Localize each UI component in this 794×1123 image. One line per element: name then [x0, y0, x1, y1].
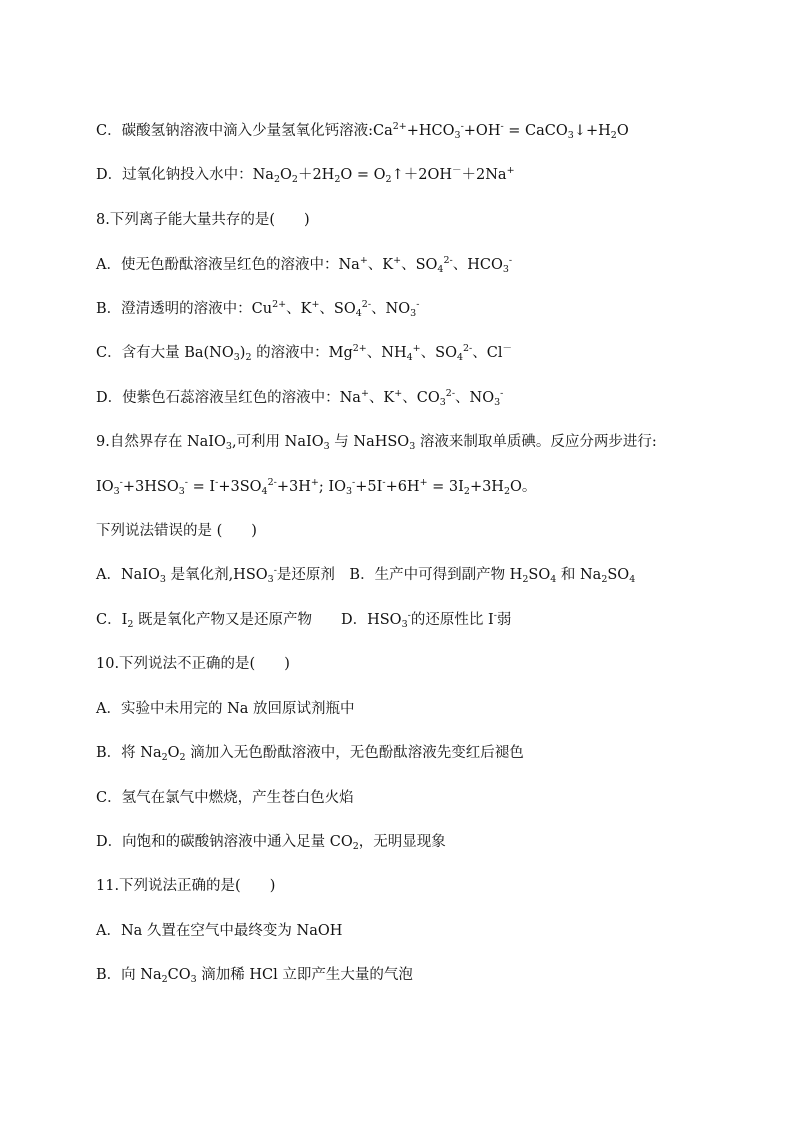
q8-option-a: A．使无色酚酞溶液呈红色的溶液中：Na+、K+、$SO_4^{2-}$、$HCO_3^-$ [96, 255, 513, 275]
q7-option-d: D．过氧化钠投入水中：$Na_2O_2+2H_2O$ = $O_2↑+2OH^-+2Na^+$ [96, 165, 515, 185]
q11-option-b: B．向 $Na_2CO_3$ 滴加稀 HCl 立即产生大量的气泡 [96, 967, 413, 985]
q7-option-c: C．碳酸氢钠溶液中滴入少量氢氧化钙溶液$:Ca^{2+}+HCO_3^-+OH^-$ = $CaCO_3↓+H_2O$ [96, 121, 629, 141]
q10-option-b: B．将 $Na_2O_2$ 滴加入无色酚酞溶液中，无色酚酞溶液先变红后褪色 [96, 745, 524, 763]
q9-equation: $IO_3^-+3HSO_3^- = I^-+3SO_4^{2-}+3H^+$; $IO_3^-+5I^-+6H^+ = 3I_2+3H_2O$。 [96, 477, 537, 497]
q10-option-c: C．氢气在氯气中燃烧，产生苍白色火焰 [96, 790, 354, 806]
q9-stem: 9.自然界存在 NaIO$_3$,可利用 NaIO$_3$ 与 NaHSO$_3$ 溶液来制取单质碘。反应分两步进行: [96, 434, 657, 452]
q11-option-a: A．Na 久置在空气中最终变为 NaOH [96, 923, 343, 939]
q10-stem: 10.下列说法不正确的是( ) [96, 656, 290, 672]
q8-stem: 8.下列离子能大量共存的是( ) [96, 212, 310, 228]
q10-option-a: A．实验中未用完的 Na 放回原试剂瓶中 [96, 701, 355, 717]
q8-option-d: D．使紫色石蕊溶液呈红色的溶液中：Na+、K+、$CO_3^{2-}$、$NO_3^-$ [96, 388, 504, 408]
q11-stem: 11.下列说法正确的是( ) [96, 878, 276, 894]
q8-option-c: C．含有大量 $Ba(NO_3)_2$ 的溶液中：$Mg^{2+}$、$NH_4^+$、$SO_4^{2-}$、Cl－ [96, 343, 513, 363]
q9-options-ab: A．NaIO$_3$ 是氧化剂$,HSO_3^-$是还原剂 B．生产中可得到副产物 $H_2SO_4$ 和 $Na_2SO_4$ [96, 565, 636, 585]
q9-options-cd: C．$I_2$ 既是氧化产物又是还原产物 D．$HSO_3^-$的还原性比 I-弱 [96, 610, 512, 630]
q10-option-d: D．向饱和的碳酸钠溶液中通入足量 $CO_2$，无明显现象 [96, 834, 446, 852]
q8-option-b: B．澄清透明的溶液中：$Cu^{2+}$、K+、$SO_4^{2-}$、$NO_3^-$ [96, 299, 420, 319]
q9-question: 下列说法错误的是 ( ) [96, 523, 257, 539]
